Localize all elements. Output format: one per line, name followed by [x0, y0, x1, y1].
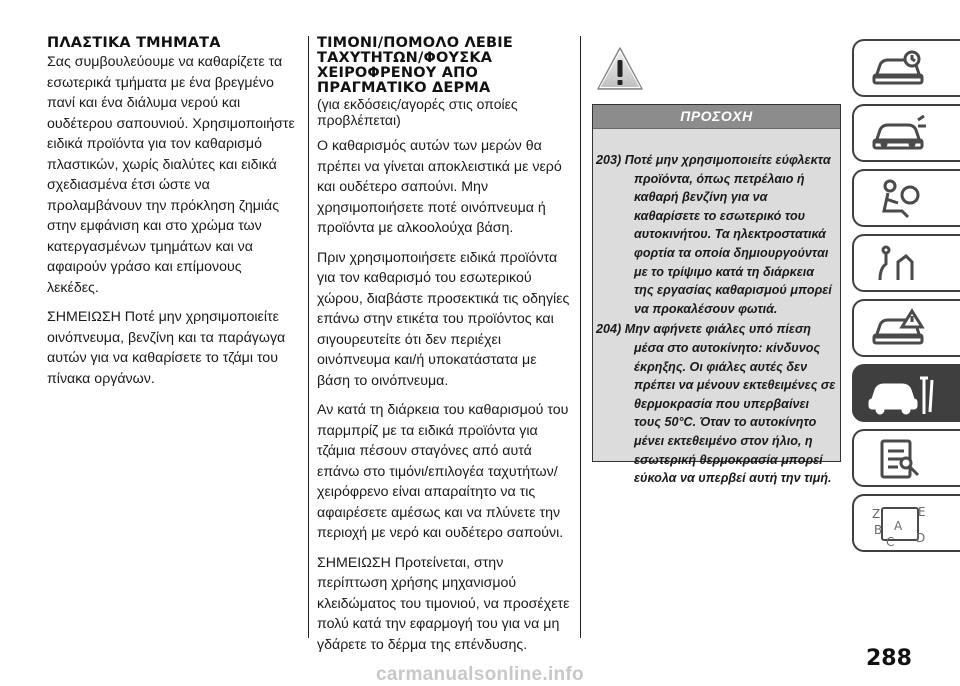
- warning-triangle-icon: [595, 45, 645, 93]
- svg-text:B: B: [874, 523, 883, 537]
- tab-starting[interactable]: [852, 234, 960, 292]
- tab-index[interactable]: [852, 494, 960, 552]
- warning-box: [592, 104, 841, 486]
- warning-title: ΠΡΟΣΟΧΗ: [593, 105, 840, 129]
- car-dashboard-icon: [868, 47, 928, 91]
- heading-leather: ΤΙΜΟΝΙ/ΠΟΜΟΛΟ ΛΕΒΙΕ ΤΑΧΥΤΗΤΩΝ/ΦΟΥΣΚΑ ΧΕΙΡΟΦΡΕΝΟΥ ΑΠΟ ΠΡΑΓΜΑΤΙΚΟ ΔΕΡΜΑ: [317, 35, 513, 96]
- warning-triangle-icon: [868, 307, 928, 351]
- warning-item: 203) Ποτέ μην χρησιμοποιείτε εύφλεκτα προϊόντα, όπως πετρέλαιο ή καθαρή βενζίνη για να καθαρίσετε το εσωτερικό του αυτοκινήτου. Τα ηλεκτροστατικά φορτία τα οποία δημιουργούνται με το τρίψιμο κατά τη διάρκεια της εργασίας καθαρισμού μπορεί να προκαλέσουν φωτιά.: [596, 153, 832, 316]
- column-divider: [308, 36, 309, 638]
- chapter-tabs: [852, 39, 960, 559]
- svg-text:Z: Z: [872, 507, 881, 521]
- airbag-seat-icon: [868, 177, 928, 221]
- page-number: 288: [866, 646, 912, 671]
- heading-plastic-parts: ΠΛΑΣΤΙΚΑ ΤΜΗΜΑΤΑ: [47, 35, 221, 51]
- tab-safety[interactable]: [852, 169, 960, 227]
- paragraph: Ο καθαρισμός αυτών των μερών θα πρέπει να γίνεται αποκλειστικά με νερό και ουδέτερο σαπούνι. Μην χρησιμοποιήσετε ποτέ οινόπνευμα ή προϊόντα με αλκοολούχα βάση.: [317, 138, 562, 236]
- technical-specs-icon: [868, 437, 928, 481]
- svg-text:D: D: [916, 531, 926, 545]
- tab-dashboard[interactable]: [852, 39, 960, 97]
- lights-icon: [868, 112, 928, 156]
- tab-emergency[interactable]: [852, 299, 960, 357]
- svg-text:E: E: [918, 505, 926, 519]
- note-paragraph: ΣΗΜΕΙΩΣΗ Προτείνεται, στην περίπτωση χρήσης μηχανισμού κλειδώματος του τιμονιού, να προσέχετε πολύ κατά την εφαρμογή του για να μη γδάρετε το δέρμα της επένδυσης.: [317, 554, 570, 653]
- svg-text:C: C: [886, 535, 895, 548]
- subheading: (για εκδόσεις/αγορές στις οποίες προβλέπεται): [317, 96, 518, 128]
- svg-text:A: A: [894, 519, 903, 533]
- paragraph: Πριν χρησιμοποιήσετε ειδικά προϊόντα για τον καθαρισμό του εσωτερικού χώρου, διαβάστε προσεκτικά τις οδηγίες επάνω στην ετικέτα του προϊόντος και σιγουρευτείτε ότι δεν περιέχει οινόπνευμα και/ή υποκατάστατα με βάση το οινόπνευμα.: [317, 249, 570, 389]
- column-plastic-parts: [47, 36, 297, 398]
- paragraph: Σας συμβουλεύουμε να καθαρίζετε τα εσωτερικά τμήματα με ένα βρεγμένο πανί και ένα διάλυμα νερού και ουδέτερου σαπουνιού. Χρησιμοποιήστε ειδικά προϊόντα για τον καθαρισμό πλαστικών, χωρίς διαλύτες και ειδικά σχεδιασμένα έτσι ώστε να προλαμβάνουν την πρόκληση ζημιάς στην εμφάνιση και στο χρώμα των κατεργασμένων τμημάτων και να αφαιρούν γράσο και επίμονους λεκέδες.: [47, 54, 295, 296]
- note-paragraph: ΣΗΜΕΙΩΣΗ Ποτέ μην χρησιμοποιείτε οινόπνευμα, βενζίνη και τα παράγωγα αυτών για να καθαρίσετε το τζάμι του πίνακα οργάνων.: [47, 309, 286, 387]
- paragraph: Αν κατά τη διάρκεια του καθαρισμού του παρμπρίζ με τα ειδικά προϊόντα για τζάμια πέσουν σταγόνες από αυτά επάνω στο τιμόνι/επιλογέα ταχυτήτων/χειρόφρενο είναι απαραίτητο να τις αφαιρέσετε αμέσως και να πλύνετε την περιοχή με νερό και ουδέτερο σαπούνι.: [317, 402, 569, 541]
- column-divider: [580, 36, 581, 638]
- ignition-start-icon: [868, 242, 928, 286]
- watermark: carmanualsonline.info: [376, 664, 584, 685]
- index-abc-icon: [868, 502, 932, 548]
- car-service-icon: [868, 372, 938, 418]
- tab-service-maintenance[interactable]: [852, 364, 960, 422]
- tab-specifications[interactable]: [852, 429, 960, 487]
- tab-lights[interactable]: [852, 104, 960, 162]
- column-leather: [317, 36, 572, 664]
- warning-item: 204) Μην αφήνετε φιάλες υπό πίεση μέσα στο αυτοκίνητο: κίνδυνος έκρηξης. Οι φιάλες αυτές δεν πρέπει να μένουν εκτεθειμένες σε θερμοκρασία που υπερβαίνει τους 50°C. Όταν το αυτοκίνητο μένει εκτεθειμένο στον ήλιο, η εσωτερική θερμοκρασία μπορεί εύκολα να υπερβεί αυτή την τιμή.: [596, 322, 836, 486]
